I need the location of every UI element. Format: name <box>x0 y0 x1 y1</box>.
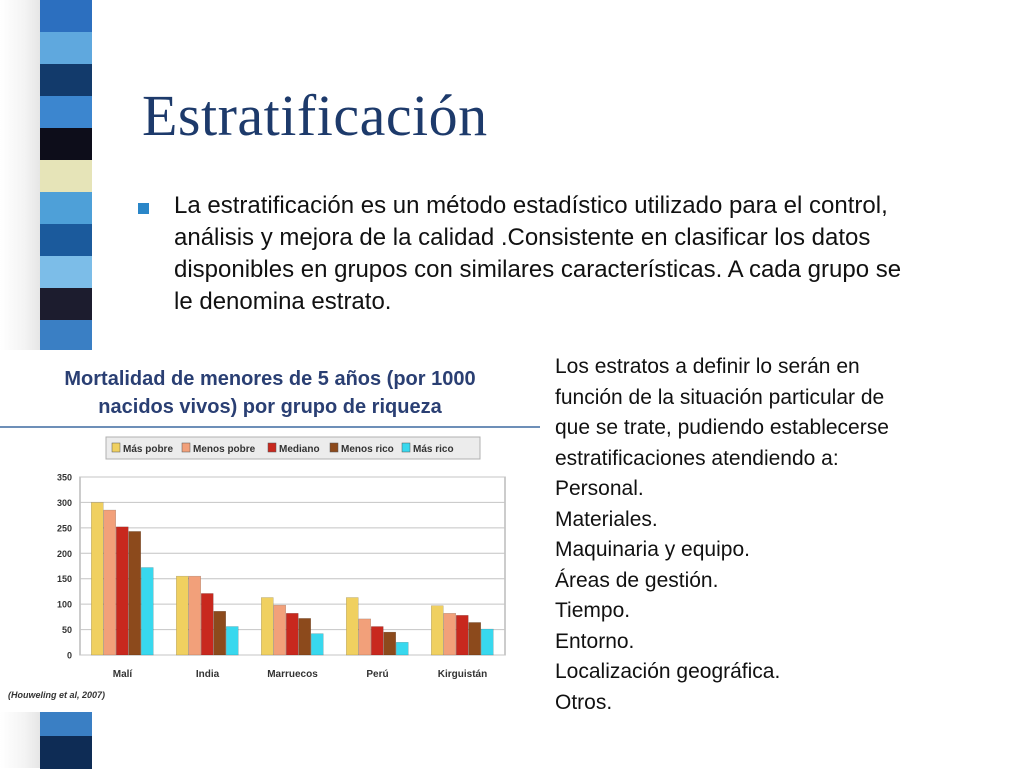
chart-title: nacidos vivos) por grupo de riqueza <box>98 396 442 418</box>
estratos-list-line: Entorno. <box>555 629 635 653</box>
y-tick-label: 300 <box>56 497 72 508</box>
stripe-segment <box>40 224 92 257</box>
x-tick-label: Kirguistán <box>437 669 488 680</box>
y-tick-label: 350 <box>56 472 72 483</box>
estratos-list-line: Otros. <box>555 690 613 714</box>
legend-swatch <box>268 443 276 452</box>
stripe-segment <box>40 96 92 129</box>
chart-title: Mortalidad de menores de 5 años (por 1000 <box>64 368 476 390</box>
estratos-list-line: Personal. <box>555 477 644 500</box>
bar <box>214 611 226 655</box>
legend-swatch <box>402 443 410 452</box>
bar <box>444 613 456 655</box>
bar <box>346 598 358 655</box>
estratos-list <box>555 352 1005 718</box>
bar <box>201 593 213 655</box>
bar <box>359 619 371 655</box>
bar <box>456 615 468 655</box>
x-tick-label: India <box>195 669 220 680</box>
bar <box>261 598 273 655</box>
estratos-list-line: que se trate, pudiendo establecerse <box>555 416 889 439</box>
bar <box>384 632 396 655</box>
bar <box>299 618 311 655</box>
bar <box>431 606 443 655</box>
estratos-list-line: Tiempo. <box>555 599 631 622</box>
legend-swatch <box>112 443 120 452</box>
y-tick-label: 150 <box>56 574 72 585</box>
estratos-list-line: función de la situación particular de <box>555 385 885 409</box>
stripe-segment <box>40 736 92 769</box>
y-tick-label: 100 <box>56 599 72 610</box>
legend-label: Mediano <box>279 444 320 455</box>
bar <box>274 605 286 655</box>
mortality-chart <box>0 350 540 712</box>
slide-title: Estratificación <box>142 83 488 148</box>
stripe-segment <box>40 288 92 321</box>
bar <box>141 568 153 655</box>
chart-source: (Houweling et al, 2007) <box>8 690 106 700</box>
stripe-segment <box>40 64 92 97</box>
stripe-segment <box>40 256 92 289</box>
legend-swatch <box>182 443 190 452</box>
stripe-segment <box>40 32 92 65</box>
bullet-marker <box>138 203 149 214</box>
bar <box>396 642 408 655</box>
estratos-list-line: Materiales. <box>555 507 658 531</box>
bar <box>91 502 103 655</box>
estratos-list-line: Localización geográfica. <box>555 660 781 683</box>
bar <box>176 576 188 655</box>
bar <box>469 622 481 655</box>
legend-label: Más pobre <box>123 444 174 455</box>
x-tick-label: Malí <box>112 669 133 680</box>
legend-label: Menos rico <box>341 444 394 455</box>
legend-swatch <box>330 443 338 452</box>
stripe-segment <box>40 320 92 353</box>
estratos-list-line: Los estratos a definir lo serán en <box>555 355 860 378</box>
bar <box>104 510 116 655</box>
stripe-segment <box>40 0 92 33</box>
bar <box>481 629 493 655</box>
stripe-segment <box>40 192 92 225</box>
stripe-segment <box>40 128 92 161</box>
y-tick-label: 50 <box>61 625 72 636</box>
bar <box>116 527 128 655</box>
estratos-list-line: Maquinaria y equipo. <box>555 538 750 561</box>
bar <box>311 634 323 655</box>
y-tick-label: 200 <box>56 548 72 559</box>
x-tick-label: Perú <box>366 669 389 680</box>
estratos-list-line: estratificaciones atendiendo a: <box>555 446 839 470</box>
y-tick-label: 250 <box>56 523 72 534</box>
intro-paragraph: La estratificación es un método estadístico utilizado para el control, análisis y mejora de la calidad .Consistente en clasificar los datos disponibles en grupos con similares características. A cada grupo se le denomina estrato. <box>174 192 902 315</box>
bar <box>226 627 238 655</box>
bar <box>286 613 298 655</box>
bar <box>129 531 141 655</box>
stripe-segment <box>40 160 92 193</box>
legend-label: Menos pobre <box>193 444 256 455</box>
legend-label: Más rico <box>413 444 454 455</box>
bar <box>371 627 383 655</box>
estratos-list-line: Áreas de gestión. <box>555 568 719 592</box>
chart-svg <box>0 350 540 712</box>
bar <box>189 576 201 655</box>
x-tick-label: Marruecos <box>267 669 318 680</box>
y-tick-label: 0 <box>66 650 72 661</box>
